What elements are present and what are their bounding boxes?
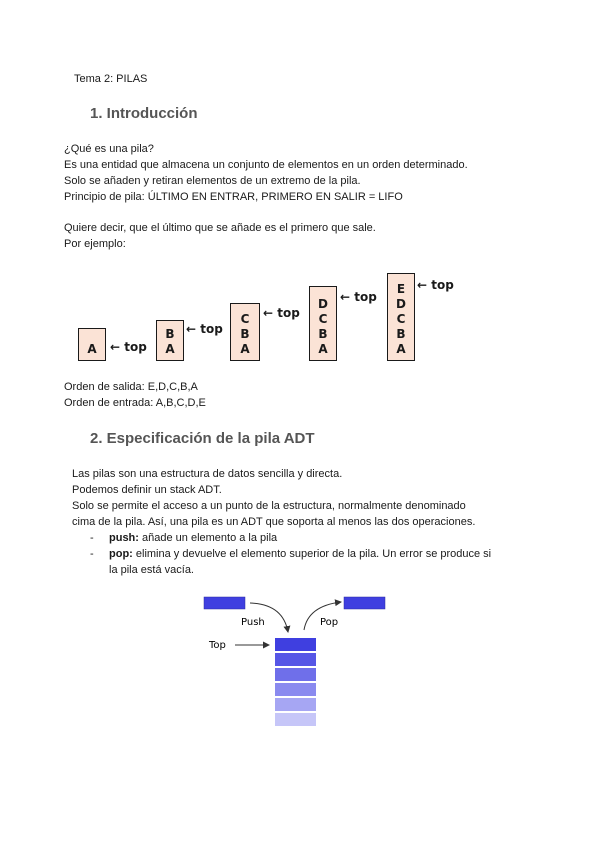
bullet-term: push: <box>109 532 139 544</box>
bullet-dash: - <box>90 548 94 560</box>
stack-letter: D <box>396 297 406 311</box>
top-label: ← top <box>263 306 300 320</box>
stack-5 <box>387 273 415 361</box>
stack-letter: E <box>396 282 406 296</box>
adt-line-2: Podemos definir un stack ADT. <box>72 484 222 496</box>
stack-letter: B <box>396 327 406 341</box>
section-1-title: 1. Introducción <box>90 105 198 122</box>
push-element <box>204 597 245 609</box>
top-label: Top <box>209 640 226 651</box>
stack-block <box>275 668 316 681</box>
stack-letter: D <box>318 297 328 311</box>
stack-2 <box>156 320 184 361</box>
stack-letter: C <box>240 312 250 326</box>
bullet-pop-continuation: la pila está vacía. <box>109 564 194 576</box>
topic-header: Tema 2: PILAS <box>74 73 148 85</box>
top-label: ← top <box>340 290 377 304</box>
stack-block <box>275 653 316 666</box>
intro-line-2: Es una entidad que almacena un conjunto de elementos en un orden determinado. <box>64 159 468 171</box>
stack-block <box>275 638 316 651</box>
stack-blocks <box>275 638 316 726</box>
stack-letter: B <box>318 327 328 341</box>
stack-letter: B <box>165 327 175 341</box>
stack-letter: A <box>240 342 250 356</box>
intro-line-4: Principio de pila: ÚLTIMO EN ENTRAR, PRIMERO EN SALIR = LIFO <box>64 191 403 203</box>
section-2-title: 2. Especificación de la pila ADT <box>90 430 315 447</box>
bullet-text: añade un elemento a la pila <box>138 532 278 544</box>
bullet-text: elimina y devuelve el elemento superior de la pila. Un error se produce si <box>132 548 492 560</box>
bullet-dash: - <box>90 532 94 544</box>
adt-line-3b: cima de la pila. Así, una pila es un ADT que soporta al menos las dos operaciones. <box>72 516 476 528</box>
push-label: Push <box>241 617 265 628</box>
stack-letter: A <box>318 342 328 356</box>
stack-block <box>275 698 316 711</box>
stack-block <box>275 713 316 726</box>
explanation-line-2: Por ejemplo: <box>64 238 126 250</box>
bullet-push <box>109 530 277 546</box>
pop-label: Pop <box>320 617 339 628</box>
output-order: Orden de salida: E,D,C,B,A <box>64 381 198 393</box>
stack-letter: B <box>240 327 250 341</box>
bullet-term: pop: <box>109 548 133 560</box>
intro-line-1: ¿Qué es una pila? <box>64 143 154 155</box>
adt-line-3a: Solo se permite el acceso a un punto de la estructura, normalmente denominado <box>72 500 466 512</box>
stack-letter: A <box>165 342 175 356</box>
bullet-pop <box>109 546 491 562</box>
stack-4 <box>309 286 337 361</box>
stack-1 <box>78 328 106 361</box>
intro-line-3: Solo se añaden y retiran elementos de un extremo de la pila. <box>64 175 361 187</box>
top-label: ← top <box>417 278 454 292</box>
input-order: Orden de entrada: A,B,C,D,E <box>64 397 206 409</box>
stack-letter: C <box>396 312 406 326</box>
top-label: ← top <box>186 322 223 336</box>
stack-letter: A <box>396 342 406 356</box>
explanation-line-1: Quiere decir, que el último que se añade es el primero que sale. <box>64 222 376 234</box>
push-pop-diagram <box>195 590 395 735</box>
top-label: ← top <box>110 340 147 354</box>
stack-block <box>275 683 316 696</box>
adt-line-1: Las pilas son una estructura de datos sencilla y directa. <box>72 468 343 480</box>
stack-letter: A <box>87 342 97 356</box>
stack-3 <box>230 303 260 361</box>
pop-element <box>344 597 385 609</box>
stack-letter: C <box>318 312 328 326</box>
